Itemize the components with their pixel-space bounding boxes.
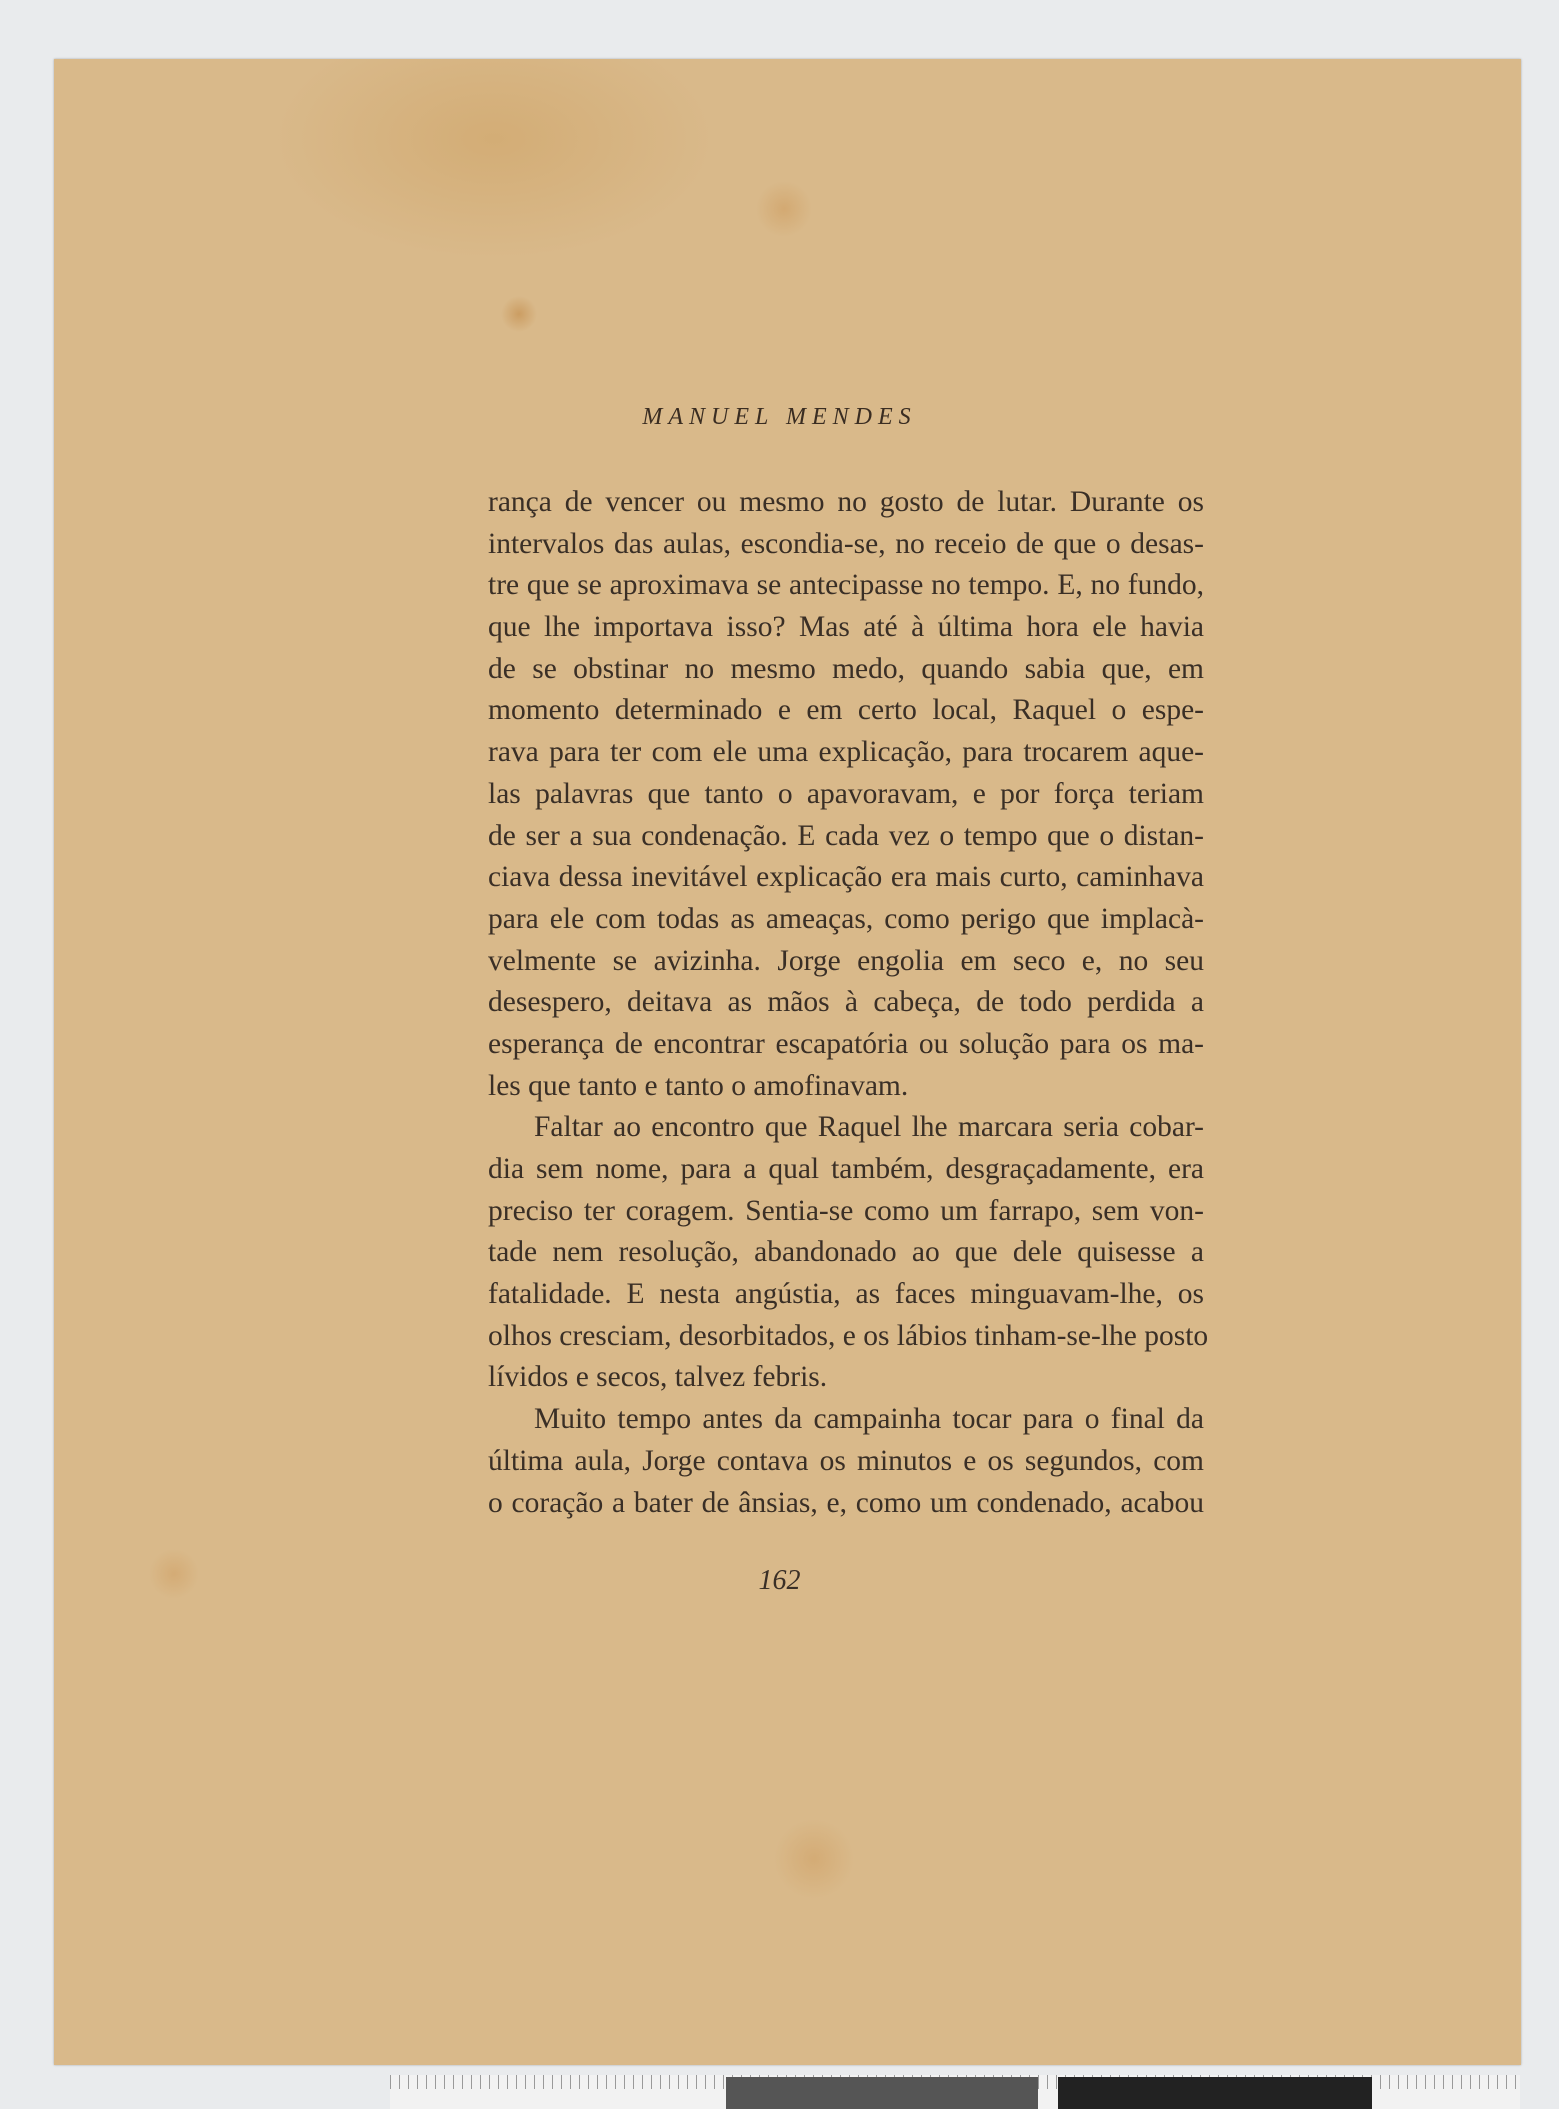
paragraph	[488, 482, 1204, 1107]
text-line: Muito tempo antes da campainha tocar para o final da	[534, 1403, 1204, 1436]
text-line: momento determinado e em certo local, Raquel o espe-	[488, 694, 1204, 727]
text-line: olhos cresciam, desorbitados, e os lábios tinham-se-lhe posto	[488, 1319, 1209, 1352]
text-line: rava para ter com ele uma explicação, para trocarem aque-	[488, 736, 1204, 769]
text-line: les que tanto e tanto o amofinavam.	[488, 1069, 909, 1102]
text-line: dia sem nome, para a qual também, desgraçadamente, era	[488, 1153, 1204, 1185]
text-line: fatalidade. E nesta angústia, as faces minguavam-lhe, os	[488, 1278, 1204, 1311]
black-color-patch	[1058, 2077, 1372, 2109]
text-line: las palavras que tanto o apavoravam, e por força teriam	[488, 777, 1204, 810]
text-line: lívidos e secos, talvez febris.	[488, 1361, 828, 1394]
text-line: para ele com todas as ameaças, como perigo que implacà-	[488, 902, 1204, 935]
text-line: desespero, deitava as mãos à cabeça, de todo perdida a	[488, 986, 1204, 1019]
gray-color-patch	[726, 2077, 1038, 2109]
text-line: o coração a bater de ânsias, e, como um condenado, acabou	[488, 1486, 1204, 1519]
page-number: 162	[758, 1565, 801, 1596]
text-line: última aula, Jorge contava os minutos e os segundos, com	[488, 1444, 1204, 1477]
text-line: tade nem resolução, abandonado ao que dele quisesse a	[488, 1236, 1204, 1269]
text-line: tre que se aproximava se antecipasse no tempo. E, no fundo,	[488, 569, 1204, 602]
paragraph	[488, 1399, 1204, 1524]
page-body	[488, 482, 1209, 1524]
text-line: Faltar ao encontro que Raquel lhe marcara seria cobar-	[534, 1111, 1204, 1144]
text-line: de ser a sua condenação. E cada vez o tempo que o distan-	[488, 819, 1204, 852]
text-line: esperança de encontrar escapatória ou solução para os ma-	[488, 1027, 1204, 1060]
text-line: ciava dessa inevitável explicação era mais curto, caminhava	[488, 861, 1204, 894]
text-line: que lhe importava isso? Mas até à última hora ele havia	[488, 611, 1204, 644]
paragraph	[488, 1107, 1209, 1399]
text-line: de se obstinar no mesmo medo, quando sabia que, em	[488, 652, 1204, 685]
text-line: intervalos das aulas, escondia-se, no receio de que o desas-	[488, 527, 1204, 560]
text-line: preciso ter coragem. Sentia-se como um farrapo, sem von-	[488, 1194, 1204, 1227]
text-line: velmente se avizinha. Jorge engolia em seco e, no seu	[488, 944, 1204, 977]
text-line: rança de vencer ou mesmo no gosto de lutar. Durante os	[488, 486, 1204, 518]
running-header: MANUEL MENDES	[642, 404, 917, 430]
